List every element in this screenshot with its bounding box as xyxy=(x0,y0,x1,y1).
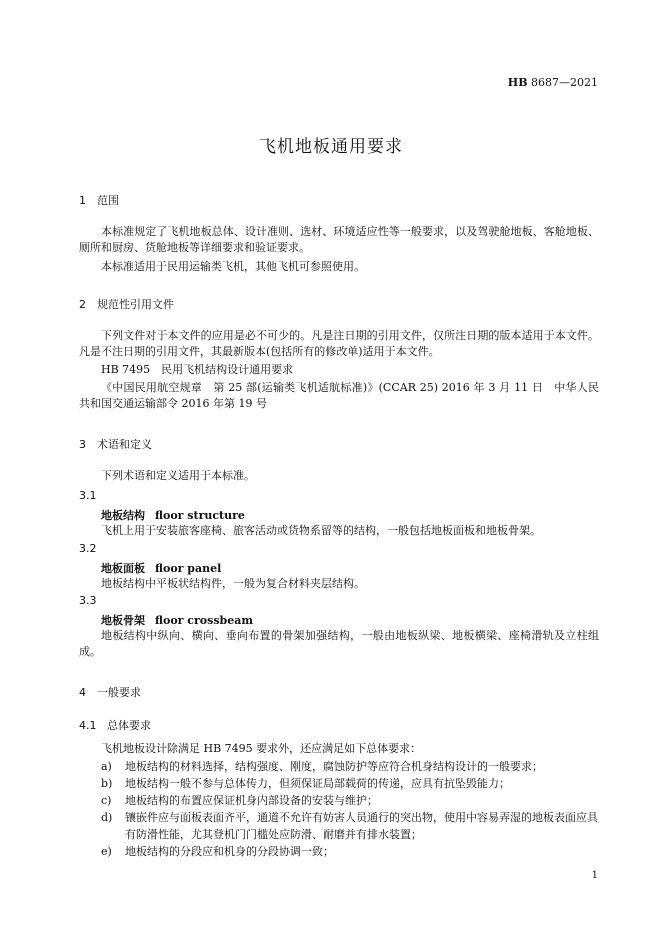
section-number: 4 xyxy=(79,686,86,699)
list-item-text: 地板结构一般不参与总体传力，但须保证局部载荷的传递，应具有抗坠毁能力； xyxy=(125,777,510,790)
page-title: 飞机地板通用要求 xyxy=(259,137,403,157)
reference-hb7495: HB 7495 民用飞机结构设计通用要求 xyxy=(101,363,294,376)
section-number: 1 xyxy=(79,194,86,207)
subsection-title: 总体要求 xyxy=(107,719,151,732)
term-en: floor structure xyxy=(155,509,245,522)
subsection-4-1-heading xyxy=(79,717,151,733)
term-zh: 地板骨架 xyxy=(101,614,145,627)
term-zh: 地板结构 xyxy=(101,509,145,522)
section-1-paragraph-1: 本标准规定了飞机地板总体、设计准则、选材、环境适应性等一般要求，以及驾驶舱地板、客舱地板、厕所和厨房、货舱地板等详细要求和验证要求。 xyxy=(79,225,599,254)
term-en: floor crossbeam xyxy=(155,614,253,627)
section-4-heading xyxy=(79,684,141,700)
section-title: 规范性引用文件 xyxy=(97,298,174,311)
term-definition: 地板结构中纵向、横向、垂向布置的骨架加强结构，一般由地板纵梁、地板横梁、座椅滑轨及立柱组成。 xyxy=(79,629,599,658)
term-number: 3.1 xyxy=(79,489,97,502)
list-item-label: b) xyxy=(101,777,113,790)
section-3-intro: 下列术语和定义适用于本标准。 xyxy=(101,469,255,482)
list-item-text: 地板结构的分段应和机身的分段协调一致； xyxy=(125,845,334,858)
term-number: 3.2 xyxy=(79,542,97,555)
list-item-text: 地板结构的材料选择，结构强度、刚度，腐蚀防护等应符合机身结构设计的一般要求； xyxy=(125,760,543,773)
list-item xyxy=(101,792,599,809)
section-3-heading xyxy=(79,436,152,452)
section-number: 2 xyxy=(79,298,86,311)
section-1-paragraph-2: 本标准适用于民用运输类飞机，其他飞机可参照使用。 xyxy=(101,260,365,273)
term-definition: 地板结构中平板状结构件，一般为复合材料夹层结构。 xyxy=(101,577,365,590)
list-item xyxy=(101,843,599,860)
section-title: 一般要求 xyxy=(97,686,141,699)
section-title: 术语和定义 xyxy=(97,438,152,451)
document-code-prefix: HB xyxy=(507,76,528,89)
list-item-label: d) xyxy=(101,811,113,824)
subsection-4-1-intro: 飞机地板设计除满足 HB 7495 要求外，还应满足如下总体要求： xyxy=(101,742,422,755)
term-heading xyxy=(101,612,253,628)
term-definition: 飞机上用于安装旅客座椅、旅客活动或货物系留等的结构，一般包括地板面板和地板骨架。 xyxy=(101,524,541,537)
section-2-heading xyxy=(79,296,174,312)
term-heading xyxy=(101,560,221,576)
section-title: 范围 xyxy=(97,194,119,207)
list-item xyxy=(101,809,599,843)
subsection-number: 4.1 xyxy=(79,719,97,732)
section-1-heading xyxy=(79,192,119,208)
document-code-number: 8687—2021 xyxy=(527,76,598,89)
term-heading xyxy=(101,507,245,523)
page-number: 1 xyxy=(591,870,598,881)
list-item-text: 地板结构的布置应保证机身内部设备的安装与维护； xyxy=(125,794,378,807)
list-item xyxy=(101,775,599,792)
term-en: floor panel xyxy=(155,562,222,575)
requirement-list xyxy=(101,758,599,860)
document-code xyxy=(508,76,598,89)
section-number: 3 xyxy=(79,438,86,451)
list-item-label: c) xyxy=(101,794,112,807)
list-item-label: e) xyxy=(101,845,112,858)
term-zh: 地板面板 xyxy=(101,562,145,575)
list-item-text: 镶嵌件应与面板表面齐平，通道不允许有妨害人员通行的突出物，使用中容易弄湿的地板表面应具有防滑性能，尤其登机门门槛处应防滑、耐磨并有排水装置； xyxy=(125,811,598,841)
section-2-paragraph-1: 下列文件对于本文件的应用是必不可少的。凡是注日期的引用文件，仅所注日期的版本适用于本文件。凡是不注日期的引用文件，其最新版本(包括所有的修改单)适用于本文件。 xyxy=(79,329,599,358)
list-item-label: a) xyxy=(101,760,112,773)
reference-ccar25: 《中国民用航空规章 第 25 部(运输类飞机适航标准)》(CCAR 25) 2016 年 3 月 11 日 中华人民共和国交通运输部令 2016 年第 19 号 xyxy=(79,381,599,410)
list-item xyxy=(101,758,599,775)
term-number: 3.3 xyxy=(79,594,97,607)
